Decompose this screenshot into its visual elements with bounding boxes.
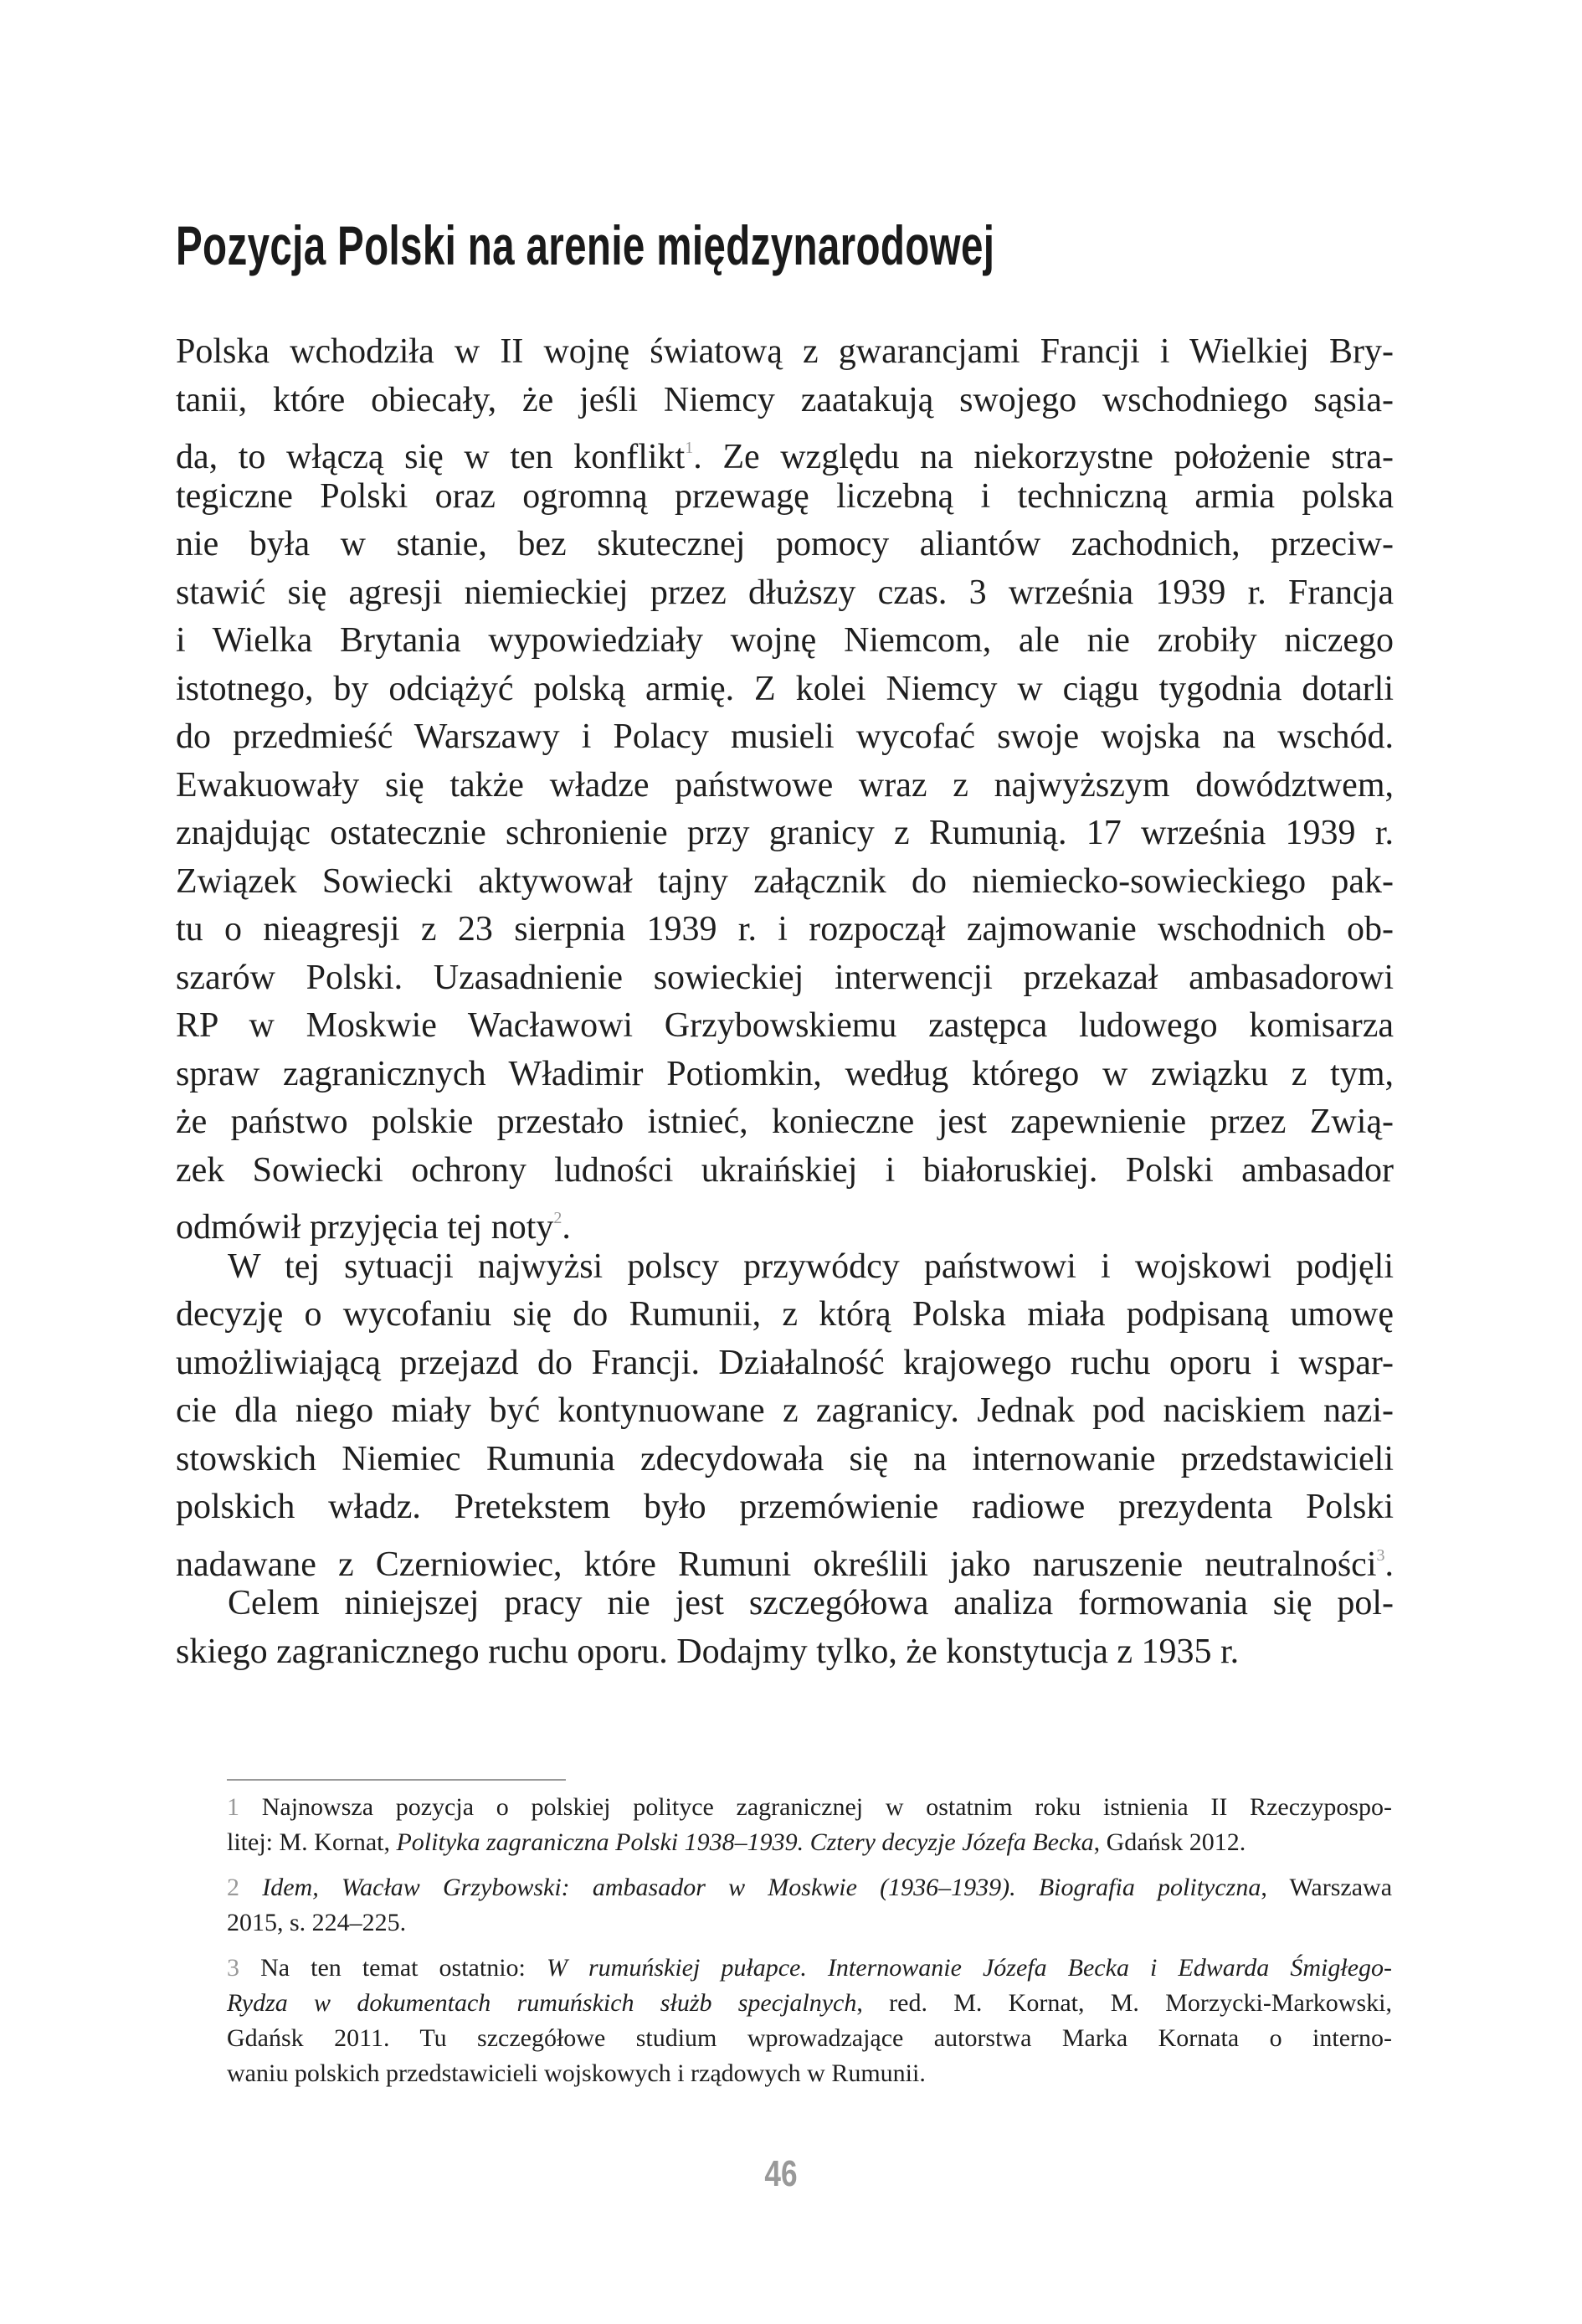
italic-title: W rumuńskiej pułapce. Internowanie Józefa Becka i Edwarda Śmigłego- (546, 1954, 1393, 1982)
text-line (176, 1483, 1394, 1532)
text-line (176, 666, 1394, 714)
text-line (176, 810, 1394, 858)
text-segment: że państwo polskie przestało istnieć, konieczne jest zapewnienie przez Zwią- (176, 1103, 1394, 1141)
footnote-text: waniu polskich przedstawicieli wojskowych i rządowych w Rumunii. (227, 2059, 926, 2087)
text-segment: . (562, 1208, 571, 1247)
footnote (227, 1951, 1392, 2091)
body-text (176, 328, 1394, 1676)
text-segment: da, to włączą się w ten konflikt (176, 438, 686, 476)
footnote-divider (227, 1779, 566, 1781)
section-title: Pozycja Polski na arenie międzynarodowej (176, 214, 995, 276)
text-segment: Polska wchodziła w II wojnę światową z gwarancjami Francji i Wielkiej Bry- (176, 332, 1394, 371)
footnote-line (227, 2021, 1392, 2056)
footnotes (227, 1790, 1392, 2101)
text-line (176, 328, 1394, 377)
text-line (176, 858, 1394, 907)
footnote-line (227, 1905, 1392, 1941)
footnote-text: Na ten temat ostatnio: (260, 1954, 547, 1982)
footnote-reference: 1 (685, 439, 694, 457)
text-line (176, 1339, 1394, 1388)
text-line (176, 713, 1394, 762)
text-line (176, 906, 1394, 954)
text-segment: spraw zagranicznych Władimir Potiomkin, według którego w związku z tym, (176, 1054, 1394, 1093)
text-segment: W tej sytuacji najwyżsi polscy przywódcy państwowi i wojskowi podjęli (228, 1247, 1394, 1286)
text-segment: RP w Moskwie Wacławowi Grzybowskiemu zastępca ludowego komisarza (176, 1006, 1394, 1045)
text-segment: polskich władz. Pretekstem było przemówienie radiowe prezydenta Polski (176, 1488, 1394, 1526)
text-segment: Związek Sowiecki aktywował tajny załącznik do niemiecko-sowieckiego pak- (176, 861, 1394, 901)
footnote-text: , Gdańsk 2012. (1093, 1828, 1246, 1856)
footnote-line (227, 1986, 1392, 2021)
text-line (176, 1002, 1394, 1051)
text-segment: tu o nieagresji z 23 sierpnia 1939 r. i rozpoczął zajmowanie wschodnich ob- (176, 910, 1394, 949)
text-segment: Ewakuowały się także władze państwowe wraz z najwyższym dowództwem, (176, 765, 1394, 805)
footnote-line (227, 1790, 1392, 1825)
footnote-line (227, 1870, 1392, 1905)
italic-title: Polityka zagraniczna Polski 1938–1939. Cztery decyzje Józefa Becka (396, 1828, 1094, 1856)
text-line (176, 1291, 1394, 1339)
text-segment: cie dla niego miały być kontynuowane z zagranicy. Jednak pod naciskiem nazi- (176, 1391, 1394, 1430)
footnote (227, 1870, 1392, 1941)
footnote-line (227, 1825, 1392, 1860)
text-line (176, 954, 1394, 1003)
text-line (176, 1051, 1394, 1099)
text-line (176, 521, 1394, 569)
footnote-line (227, 1951, 1392, 1986)
text-segment: nadawane z Czerniowiec, które Rumuni określili jako naruszenie neutralności (176, 1545, 1377, 1584)
text-line (176, 1628, 1394, 1677)
text-line (176, 1098, 1394, 1147)
text-segment: szarów Polski. Uzasadnienie sowieckiej interwencji przekazał ambasadorowi (176, 958, 1394, 997)
footnote-text: Gdańsk 2011. Tu szczegółowe studium wprowadzające autorstwa Marka Kornata o interno- (227, 2024, 1392, 2052)
text-segment: Celem niniejszej pracy nie jest szczegółowa analiza formowania się pol- (228, 1584, 1394, 1622)
footnote (227, 1790, 1392, 1860)
page-number: 46 (764, 2153, 798, 2194)
text-segment: i Wielka Brytania wypowiedziały wojnę Niemcom, ale nie zrobiły niczego (176, 621, 1394, 660)
footnote-line (227, 2056, 1392, 2091)
text-segment: do przedmieść Warszawy i Polacy musieli wycofać swoje wojska na wschód. (176, 717, 1394, 756)
text-line (176, 1387, 1394, 1436)
italic-title: Rydza w dokumentach rumuńskich służb specjalnych (227, 1989, 857, 2017)
text-segment: odmówił przyjęcia tej noty (176, 1208, 554, 1247)
text-line (176, 1436, 1394, 1484)
footnote-text: , red. M. Kornat, M. Morzycki-Markowski, (856, 1989, 1392, 2017)
text-line (176, 377, 1394, 425)
footnote-text: Najnowsza pozycja o polskiej polityce zagranicznej w ostatnim roku istnienia II Rzeczypospo- (261, 1793, 1392, 1821)
footnote-text: , Warszawa (1261, 1874, 1393, 1901)
text-segment: znajdując ostatecznie schronienie przy granicy z Rumunią. 17 września 1939 r. (176, 814, 1394, 852)
footnote-number: 1 (227, 1793, 239, 1821)
italic-title: Idem, Wacław Grzybowski: ambasador w Moskwie (1936–1939). Biografia polityczna (262, 1874, 1261, 1901)
text-segment: . Ze względu na niekorzystne położenie stra- (693, 438, 1394, 476)
text-segment: zek Sowiecki ochrony ludności ukraińskiej i białoruskiej. Polski ambasador (176, 1150, 1394, 1190)
footnote-reference: 3 (1376, 1545, 1385, 1565)
text-line (176, 1532, 1394, 1584)
footnote-number: 3 (227, 1954, 239, 1982)
text-segment: nie była w stanie, bez skutecznej pomocy aliantów zachodnich, przeciw- (176, 525, 1394, 563)
text-segment: tegiczne Polski oraz ogromną przewagę liczebną i techniczną armia polska (176, 476, 1394, 516)
text-line (176, 1580, 1394, 1628)
footnote-text: 2015, s. 224–225. (227, 1909, 407, 1936)
text-line (176, 424, 1394, 476)
text-line (176, 1147, 1394, 1195)
text-segment: stowskich Niemiec Rumunia zdecydowała się na internowanie przedstawicieli (176, 1439, 1394, 1478)
footnote-reference: 2 (553, 1209, 562, 1227)
text-segment: istotnego, by odciążyć polską armię. Z kolei Niemcy w ciągu tygodnia dotarli (176, 669, 1394, 708)
text-line (176, 1243, 1394, 1292)
text-segment: umożliwiającą przejazd do Francji. Działalność krajowego ruchu oporu i wspar- (176, 1343, 1394, 1382)
text-line (176, 473, 1394, 522)
text-segment: skiego zagranicznego ruchu oporu. Dodajmy tylko, że konstytucja z 1935 r. (176, 1632, 1240, 1671)
text-segment: decyzję o wycofaniu się do Rumunii, z którą Polska miała podpisaną umowę (176, 1295, 1394, 1334)
text-segment: . (1384, 1545, 1394, 1584)
text-segment: stawić się agresji niemieckiej przez dłuższy czas. 3 września 1939 r. Francja (176, 573, 1394, 612)
text-line (176, 1195, 1394, 1247)
text-segment: tanii, które obiecały, że jeśli Niemcy zaatakują swojego wschodniego sąsia- (176, 380, 1394, 419)
text-line (176, 762, 1394, 810)
footnote-number: 2 (227, 1874, 239, 1901)
text-line (176, 617, 1394, 666)
footnote-text: litej: M. Kornat, (227, 1828, 397, 1856)
text-line (176, 569, 1394, 618)
